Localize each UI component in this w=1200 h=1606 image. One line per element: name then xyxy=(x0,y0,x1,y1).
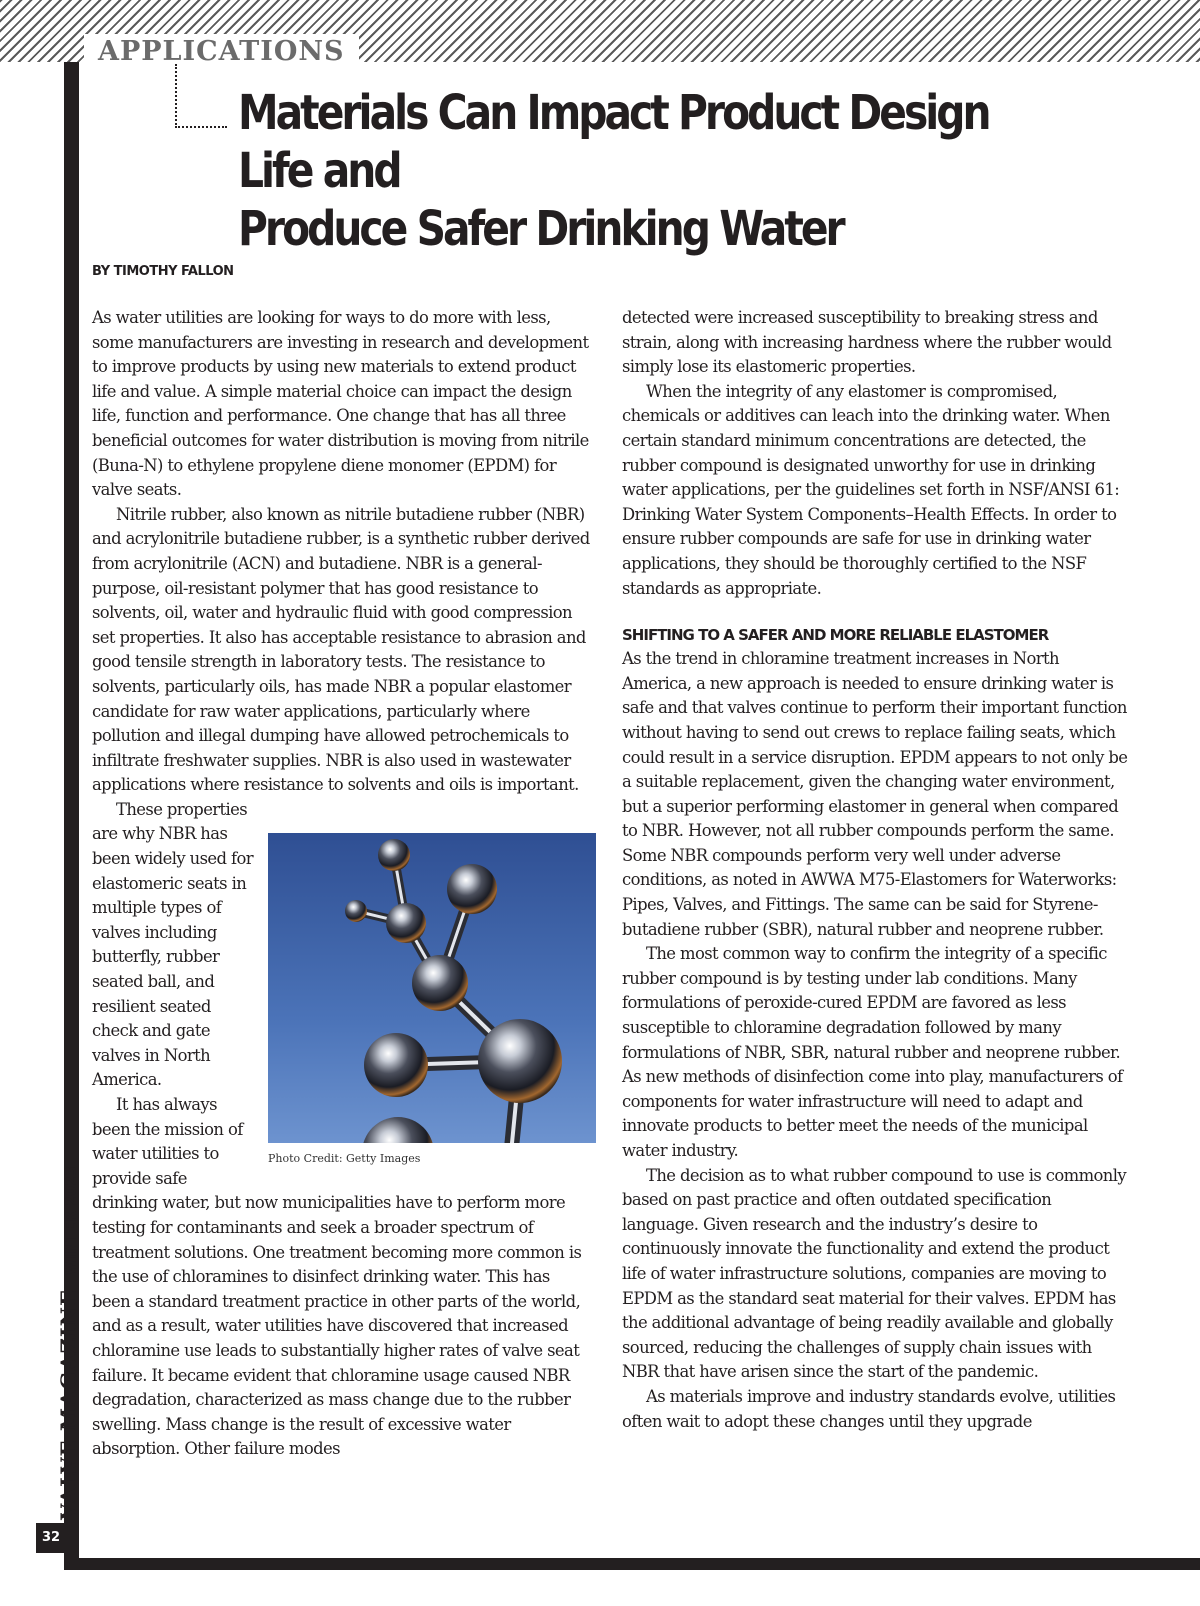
paragraph: As materials improve and industry standards evolve, utilities often wait to adopt these changes until they upgrade xyxy=(622,1386,1116,1431)
paragraph: These properties are why NBR has been widely used for elastomeric seats in multiple types of valves including butterfly, rubber seated ball, and resilient seated check and gate valves in North America. xyxy=(92,799,253,1090)
paragraph: detected were increased susceptibility to breaking stress and strain, along with increasing hardness where the rubber would simply lose its elastomeric properties. xyxy=(622,308,1112,377)
molecule-model-image xyxy=(268,833,596,1143)
magazine-name: VALVE MAGAZINE xyxy=(56,1289,81,1520)
section-subhead: SHIFTING TO A SAFER AND MORE RELIABLE ELASTOMER xyxy=(622,626,1049,645)
page-bottom-bar xyxy=(64,1558,1200,1570)
sidebar-masthead xyxy=(56,1166,81,1520)
article-column-left xyxy=(92,306,592,1462)
issue-date: WINTER 2023 xyxy=(61,1165,80,1276)
paragraph: The decision as to what rubber compound to use is commonly based on past practice and often outdated specification language. Given research and the industry’s desire to continuously innovate the functionality and extend the product life of water infrastructure solutions, companies are moving to EPDM as the standard seat material for their valves. EPDM has the additional advantage of being readily available and globally sourced, reducing the challenges of supply chain issues with NBR that have arisen since the start of the pandemic. xyxy=(622,1165,1127,1382)
article-column-right xyxy=(622,306,1132,1434)
paragraph: The most common way to confirm the integrity of a specific rubber compound is by testing under lab conditions. Many formulations of peroxide-cured EPDM are favored as less susceptible to chloramine degradation followed by many formulations of NBR, SBR, natural rubber and neoprene rubber. As new methods of disinfection come into play, manufacturers of components for water infrastructure will need to adapt and innovate products to better meet the needs of the municipal water industry. xyxy=(622,944,1123,1160)
paragraph: It has always been the mission of water utilities to provide safe drinking water, but now municipalities have to perform more testing for contaminants and seek a broader spectrum of treatment solutions. One treatment becoming more common is the use of chloramines to disinfect drinking water. This has been a standard treatment practice in other parts of the world, and as a result, water utilities have discovered that increased chloramine use leads to substantially higher rates of valve seat failure. It became evident that chloramine usage caused NBR degradation, characterized as mass change due to the rubber swelling. Mass change is the result of excessive water absorption. Other failure modes xyxy=(92,1095,582,1459)
title-line-1: Materials Can Impact Product Design Life and xyxy=(238,85,989,199)
figure-caption: Photo Credit: Getty Images xyxy=(268,1151,421,1165)
dotted-connector-vertical xyxy=(175,64,177,128)
byline: BY TIMOTHY FALLON xyxy=(92,264,234,279)
article-figure xyxy=(268,833,596,1167)
page-number: 32 xyxy=(36,1523,66,1553)
dotted-connector-horizontal xyxy=(175,126,227,128)
paragraph: As the trend in chloramine treatment increases in North America, a new approach is needed to ensure drinking water is safe and that valves continue to perform their important function without having to send out crews to replace failing seats, which could result in a service disruption. EPDM appears to not only be a suitable replacement, given the changing water environment, but a superior performing elastomer in general when compared to NBR. However, not all rubber compounds perform the same. Some NBR compounds perform very well under adverse conditions, as noted in AWWA M75-Elastomers for Waterworks: Pipes, Valves, and Fittings. The same can be said for Styrene-butadiene rubber (SBR), natural rubber and neoprene rubber. xyxy=(622,649,1128,939)
title-line-2: Produce Safer Drinking Water xyxy=(238,201,843,257)
paragraph: As water utilities are looking for ways to do more with less, some manufacturers are investing in research and development to improve products by using new materials to extend product life and value. A simple material choice can impact the design life, function and performance. One change that has all three beneficial outcomes for water distribution is moving from nitrile (Buna-N) to ethylene propylene diene monomer (EPDM) for valve seats. xyxy=(92,308,589,500)
article-title xyxy=(238,84,1003,258)
paragraph: When the integrity of any elastomer is compromised, chemicals or additives can leach into the drinking water. When certain standard minimum concentrations are detected, the rubber compound is designated unworthy for use in drinking water applications, per the guidelines set forth in NSF/ANSI 61: Drinking Water System Components–Health Effects. In order to ensure rubber compounds are safe for use in drinking water applications, they should be thoroughly certified to the NSF standards as appropriate. xyxy=(622,381,1120,598)
paragraph: Nitrile rubber, also known as nitrile butadiene rubber (NBR) and acrylonitrile butadiene rubber, is a synthetic rubber derived from acrylonitrile (ACN) and butadiene. NBR is a general-purpose, oil-resistant polymer that has good resistance to solvents, oil, water and hydraulic fluid with good compression set properties. It also has acceptable resistance to abrasion and good tensile strength in laboratory tests. The resistance to solvents, particularly oils, has made NBR a popular elastomer candidate for raw water applications, particularly where pollution and illegal dumping have allowed petrochemicals to infiltrate freshwater supplies. NBR is also used in wastewater applications where resistance to solvents and oils is important. xyxy=(92,504,590,795)
section-label: APPLICATIONS xyxy=(84,34,359,70)
